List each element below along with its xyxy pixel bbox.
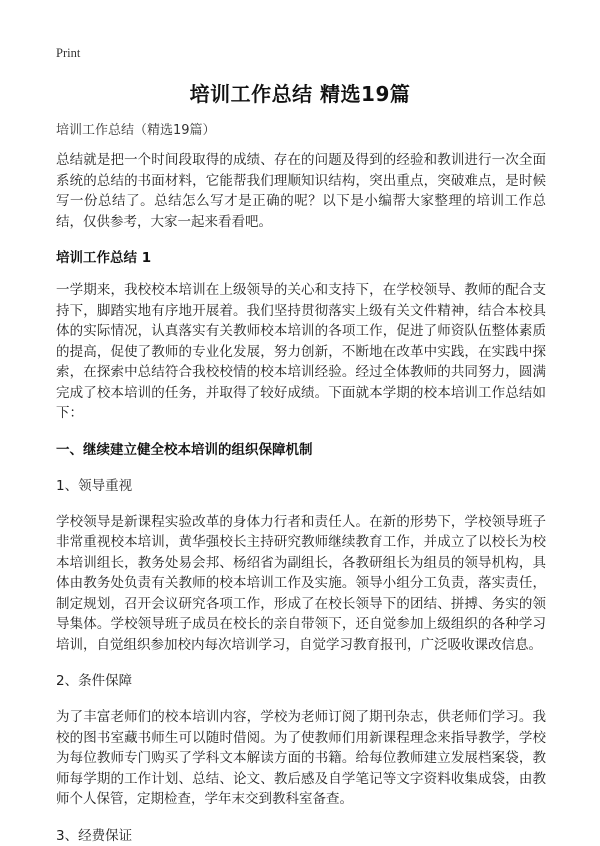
section-1-heading: 培训工作总结 1 xyxy=(56,250,152,266)
section-1-paragraph: 一学期来，我校校本培训在上级领导的关心和支持下，在学校领导、教师的配合支持下，脚踏实地有序地开展着。我们坚持贯彻落实上级有关文件精神，结合本校具体的实际情况，认真落实有关教师校本培训的各项工作，促进了师资队伍整体素质的提高，促使了教师的专业化发展，努力创新，不断地在改革中实践，在实践中探索，在探索中总结符合我校校情的校本培训经验。经过全体教师的共同努力，圆满完成了校本培训的任务，并取得了较好成绩。下面就本学期的校本培训工作总结如下： xyxy=(56,282,546,421)
item-2-heading: 2、条件保障 xyxy=(56,673,133,689)
document-subtitle: 培训工作总结（精选19篇） xyxy=(56,123,216,138)
item-1-heading: 1、领导重视 xyxy=(56,477,133,494)
document-body xyxy=(56,150,546,846)
part-1-heading: 一、继续建立健全校本培训的组织保障机制 xyxy=(56,441,313,458)
item-2-paragraph: 为了丰富老师们的校本培训内容，学校为老师订阅了期刊杂志，供老师们学习。我校的图书室藏书师生可以随时借阅。为了使教师们用新课程理念来指导教学，学校为每位教师专门购买了学科文本解读方面的书籍。给每位教师建立发展档案袋，教师每学期的工作计划、总结、论文、教后感及自学笔记等文字资料收集成袋，由教师个人保管，定期检查，学年末交到教科室备查。 xyxy=(56,709,546,807)
item-3-heading: 3、经费保证 xyxy=(56,827,133,844)
document-title: 培训工作总结 精选19篇 xyxy=(189,82,411,106)
print-link[interactable]: Print xyxy=(56,46,81,60)
intro-paragraph: 总结就是把一个时间段取得的成绩、存在的问题及得到的经验和教训进行一次全面系统的总结的书面材料，它能帮我们理顺知识结构，突出重点，突破难点，是时候写一份总结了。总结怎么写才是正确的呢？以下是小编帮大家整理的培训工作总结，仅供参考，大家一起来看看吧。 xyxy=(56,152,546,230)
item-1-paragraph: 学校领导是新课程实验改革的身体力行者和责任人。在新的形势下，学校领导班子非常重视校本培训，黄华强校长主持研究教师继续教育工作，并成立了以校长为校本培训组长，教务处易会邦、杨绍省为副组长，各教研组长为组员的领导机构，具体由教务处负责有关教师的校本培训工作及实施。领导小组分工负责，落实责任，制定规划，召开会议研究各项工作，形成了在校长领导下的团结、拼搏、务实的领导集体。学校领导班子成员在校长的亲自带领下，还自觉参加上级组织的各种学习培训，自觉组织参加校内每次培训学习，自觉学习教育报刊，广泛吸收课改信息。 xyxy=(56,513,546,653)
